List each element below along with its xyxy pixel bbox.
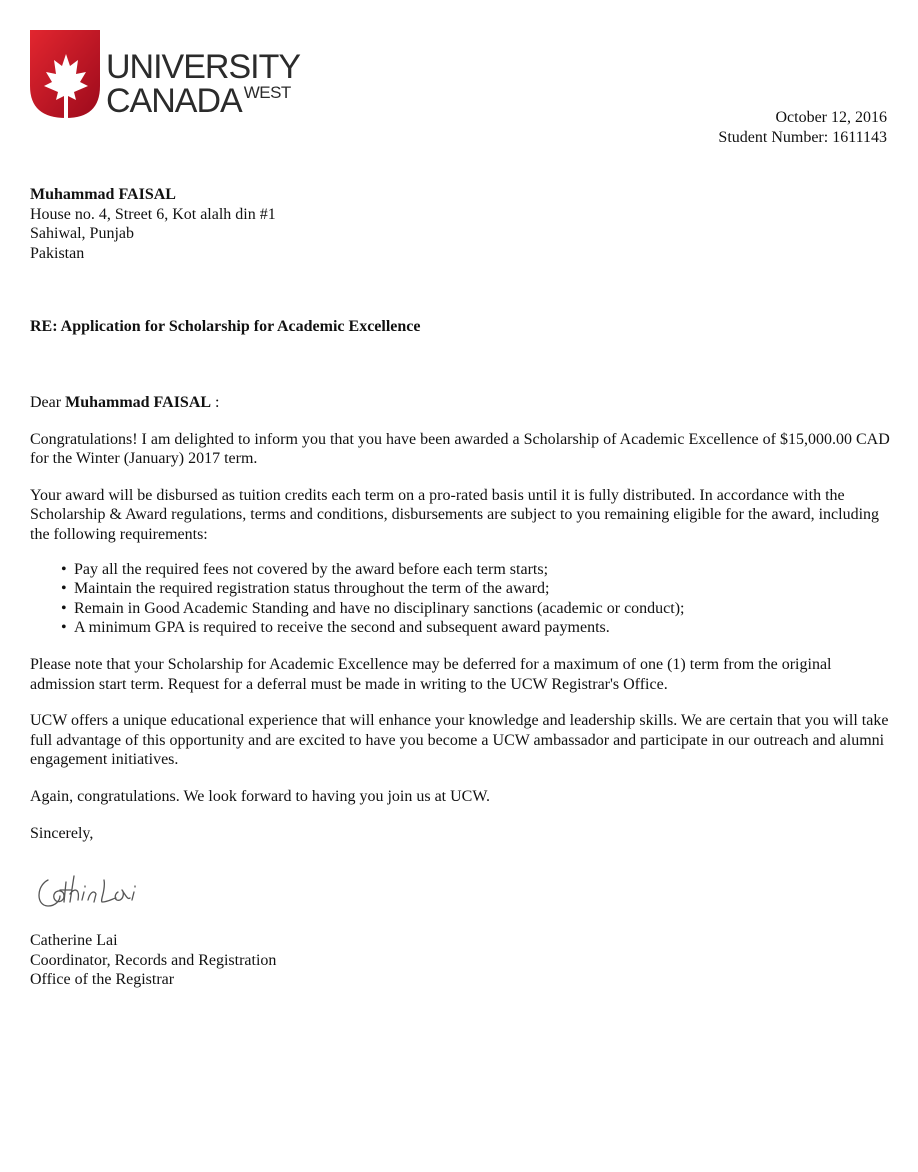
closing: Sincerely, — [30, 824, 94, 842]
requirements-list — [30, 560, 890, 638]
logo-line-canada: CANADA — [106, 82, 242, 120]
signer-title: Coordinator, Records and Registration — [30, 951, 277, 969]
recipient-address — [30, 185, 276, 263]
list-item: • A minimum GPA is required to receive the second and subsequent award payments. — [74, 618, 890, 638]
address-country: Pakistan — [30, 244, 85, 262]
signer-name: Catherine Lai — [30, 932, 118, 949]
letter-body — [30, 393, 890, 860]
logo-line-west: WEST — [243, 83, 291, 102]
date-block — [718, 108, 887, 148]
handwritten-signature — [34, 862, 174, 916]
signature-block — [30, 931, 276, 990]
recipient-name: Muhammad FAISAL — [30, 186, 176, 203]
letter-date: October 12, 2016 — [775, 109, 887, 126]
salutation-prefix: Dear — [30, 394, 62, 411]
paragraph-experience: UCW offers a unique educational experience that will enhance your knowledge and leadership skills. We are certain that you will take full advantage of this opportunity and are excited to have you become a UCW ambassador and participate in our outreach and alumni engagement initiatives. — [30, 712, 889, 769]
paragraph-award: Congratulations! I am delighted to inform you that you have been awarded a Scholarship of Academic Excellence of $15,000.00 CAD for the Winter (January) 2017 term. — [30, 430, 890, 468]
list-item: • Pay all the required fees not covered by the award before each term starts; — [74, 560, 890, 580]
signer-office: Office of the Registrar — [30, 971, 175, 988]
logo-wordmark — [106, 50, 300, 118]
list-item: • Maintain the required registration status throughout the term of the award; — [74, 579, 890, 599]
salutation-name: Muhammad FAISAL — [65, 394, 212, 411]
paragraph-deferral: Please note that your Scholarship for Academic Excellence may be deferred for a maximum of one (1) term from the original admission start term. Request for a deferral must be made in writing to the UCW Registrar's Office. — [30, 655, 832, 693]
maple-leaf-shield-icon — [30, 30, 102, 120]
subject-line: RE: Application for Scholarship for Academic Excellence — [30, 318, 421, 335]
student-number: Student Number: 1611143 — [718, 129, 887, 146]
salutation — [30, 393, 890, 413]
paragraph-congratulations: Again, congratulations. We look forward to having you join us at UCW. — [30, 787, 490, 805]
address-line-2: Sahiwal, Punjab — [30, 225, 134, 242]
logo-line-university: UNIVERSITY — [106, 48, 301, 86]
list-item: • Remain in Good Academic Standing and have no disciplinary sanctions (academic or conduct); — [74, 599, 890, 619]
university-logo — [30, 30, 350, 125]
salutation-suffix: : — [211, 394, 220, 411]
address-line-1: House no. 4, Street 6, Kot alalh din #1 — [30, 205, 276, 223]
paragraph-disbursement: Your award will be disbursed as tuition credits each term on a pro-rated basis until it is fully distributed. In accordance with the Scholarship & Award regulations, terms and conditions, disbursements are subject to you remaining eligible for the award, including the following requirements: — [30, 486, 880, 543]
